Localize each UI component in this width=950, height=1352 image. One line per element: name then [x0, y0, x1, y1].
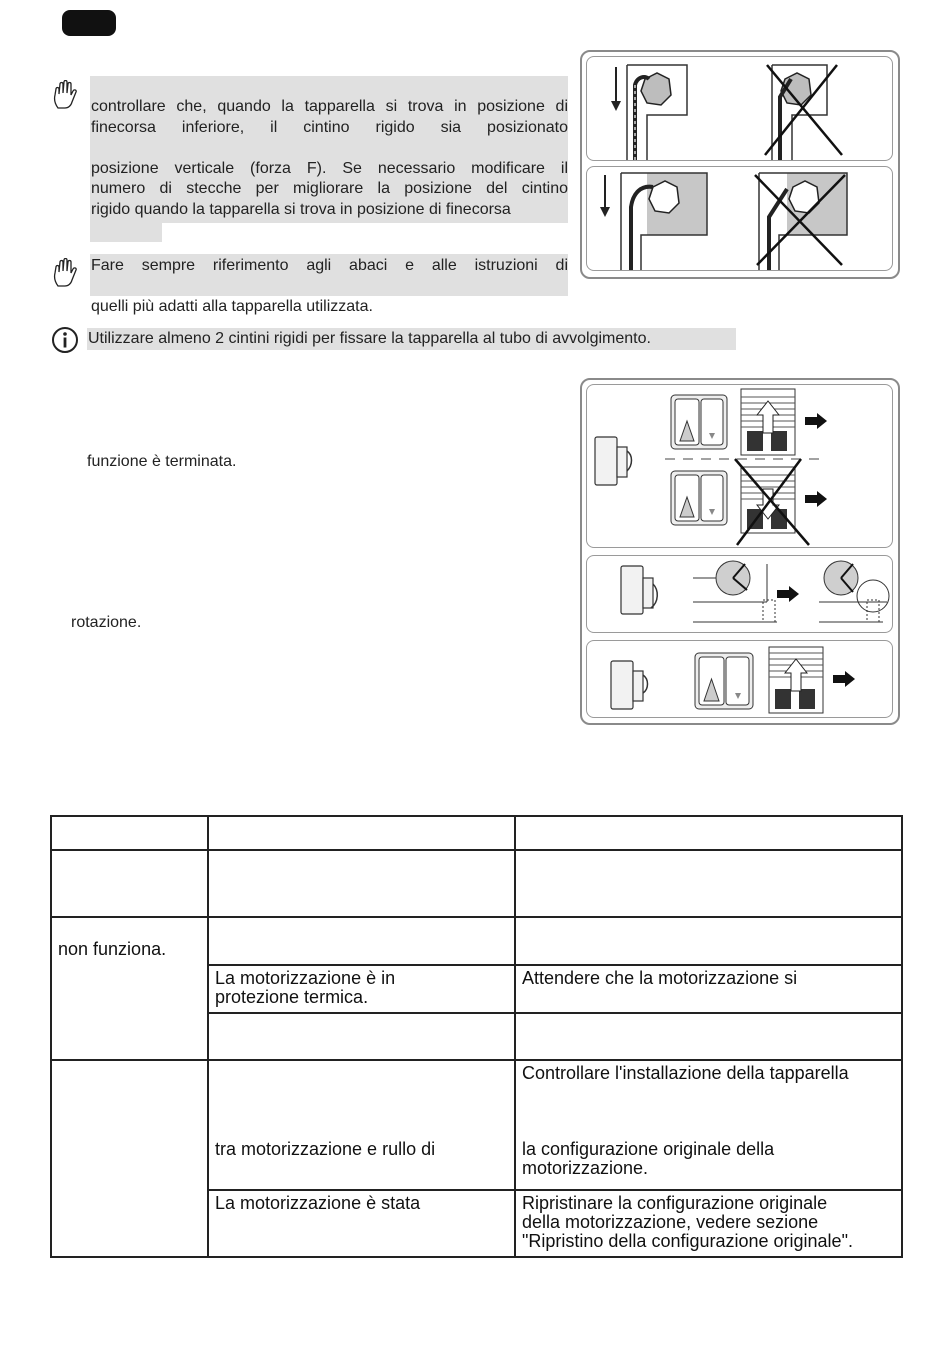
remote-step-diagram-2: [587, 641, 892, 717]
note-line: posizione verticale (forza F). Se necessario modificare il: [91, 159, 568, 177]
info-note-text: Utilizzare almeno 2 cintini rigidi per fissare la tapparella al tubo di avvolgimento.: [88, 330, 651, 347]
note-line: numero di stecche per migliorare la posizione del cintino: [91, 180, 568, 197]
warning-note-2-text: [91, 256, 568, 318]
table-cell: tra motorizzazione e rullo di: [208, 1060, 515, 1190]
info-icon: [51, 326, 79, 354]
note-line: [91, 277, 568, 298]
table-row: [51, 917, 902, 965]
note-line: [91, 138, 568, 159]
hand-icon: [52, 80, 78, 110]
table-cell: Attendere che la motorizzazione si: [515, 965, 902, 1013]
table-cell: Ripristinare la configurazione originale della motorizzazione, vedere sezione "Ripristino della configurazione originale".: [515, 1190, 902, 1257]
table-cell: [515, 917, 902, 965]
table-cell: [208, 850, 515, 917]
note-line: finecorsa inferiore, il cintino rigido sia posizionato: [91, 118, 568, 136]
troubleshooting-table: [50, 815, 903, 1258]
table-cell: non funziona.: [51, 917, 208, 1060]
table-cell: [515, 1013, 902, 1060]
strap-diagram-bottom: [587, 167, 892, 270]
breaker-switch-icon: [595, 437, 632, 485]
note-line: quelli più adatti alla tapparella utilizzata.: [91, 298, 373, 315]
language-badge: [62, 10, 116, 36]
table-row: [51, 1060, 902, 1190]
figure-panel: [586, 640, 893, 718]
table-cell: [208, 816, 515, 850]
table-cell: [208, 917, 515, 965]
table-cell: Controllare l'installazione della tapparella la configurazione originale della motorizzazione.: [515, 1060, 902, 1190]
table-row: [51, 850, 902, 917]
warning-note-tail: [90, 222, 162, 242]
breaker-switch-icon: [611, 661, 648, 709]
hand-icon: [52, 258, 78, 288]
wiring-step-diagram: [587, 556, 892, 632]
figure-panel: [586, 56, 893, 161]
table-cell: [51, 850, 208, 917]
figure-panel: [586, 555, 893, 633]
table-cell: [51, 1060, 208, 1257]
body-text-line: rotazione.: [71, 614, 142, 631]
note-line: rigido quando la tapparella si trova in posizione di finecorsa: [91, 200, 511, 218]
warning-note-text: [91, 97, 568, 220]
figure-panel: [586, 384, 893, 548]
table-cell: La motorizzazione è in protezione termica.: [208, 965, 515, 1013]
note-line: Fare sempre riferimento agli abaci e alle istruzioni di: [91, 257, 568, 274]
strap-diagram-top: [587, 57, 892, 160]
table-header-row: [51, 816, 902, 850]
table-cell: [208, 1013, 515, 1060]
figure-panel: [586, 166, 893, 271]
table-cell: La motorizzazione è stata: [208, 1190, 515, 1257]
table-cell: [51, 816, 208, 850]
body-text-line: funzione è terminata.: [87, 453, 237, 470]
table-cell: [515, 816, 902, 850]
note-line: controllare che, quando la tapparella si trova in posizione di: [91, 98, 568, 115]
table-cell: [515, 850, 902, 917]
breaker-switch-icon: [621, 566, 657, 614]
remote-step-diagram-1: [587, 385, 892, 547]
